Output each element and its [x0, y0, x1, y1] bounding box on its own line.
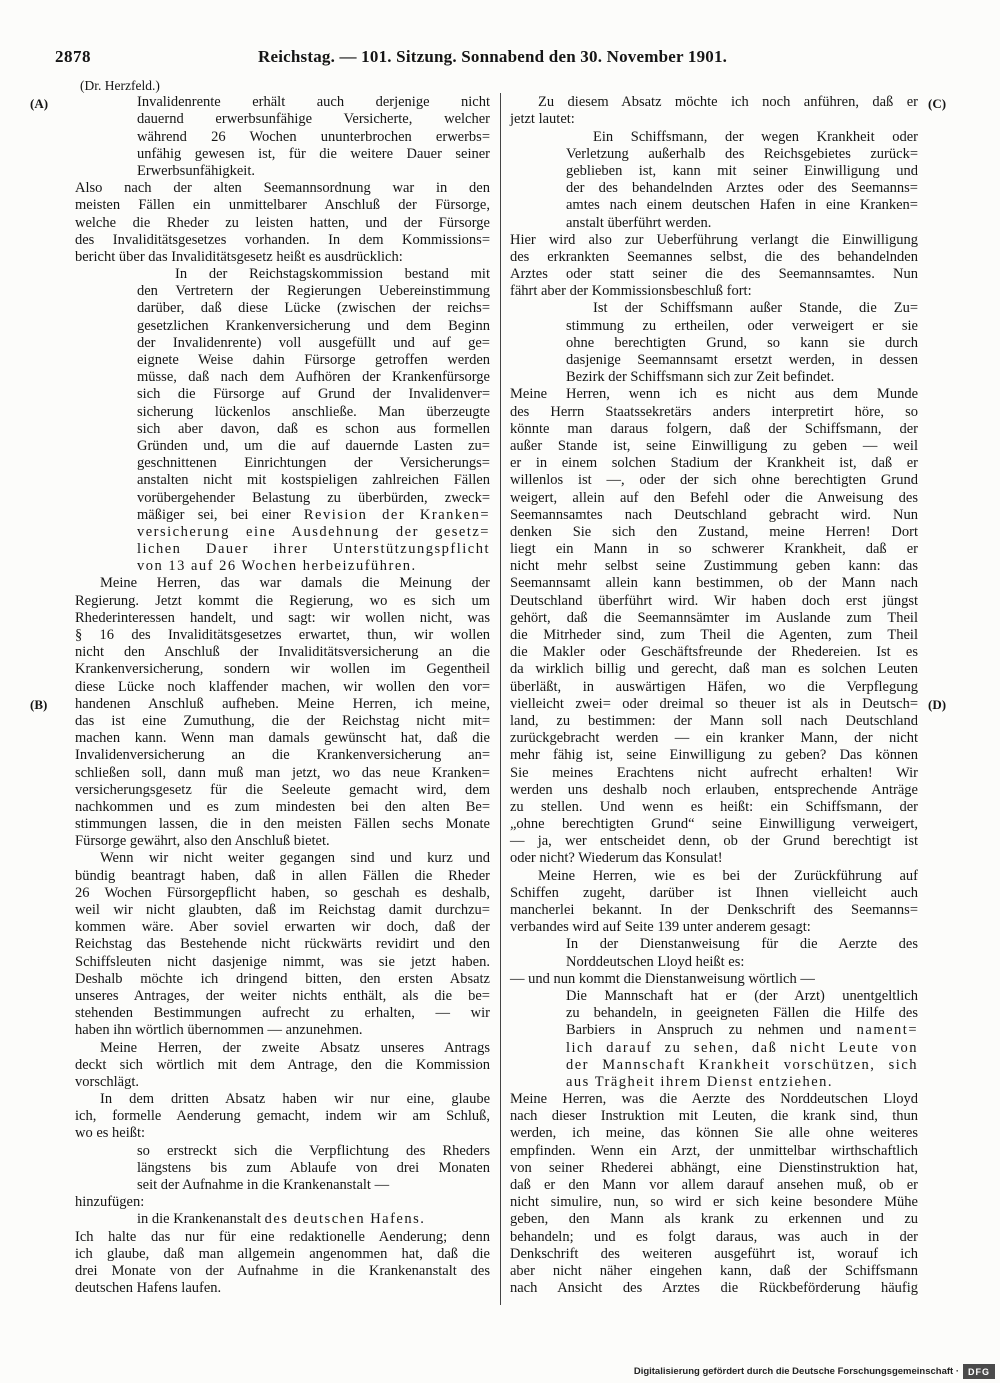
text-line: sicherung lückenlos anschließe. Man überzeugte [137, 403, 490, 420]
text-line: ohne berechtigten Grund, so kann sie durch [566, 334, 918, 351]
text-line: Invalidenrente erhält auch derjenige nicht [137, 94, 490, 111]
text-line: lich darauf zu sehen, daß nicht Leute von [566, 1039, 918, 1056]
text-line: nicht mehr selbst seine Zustimmung geben kann: das [510, 558, 918, 575]
paragraph [510, 232, 918, 301]
text-line: sich aber davon, daß es schon aus formellen [137, 420, 490, 437]
text-line: anstalt überführt werden. [566, 214, 712, 231]
text-line: er in einem solchen Stadium der Krankheit ist, daß er [510, 455, 918, 472]
text-line: Zu diesem Absatz möchte ich noch anführen, daß er [538, 94, 918, 111]
text-segment: nament= [856, 1022, 918, 1039]
margin-marker-d: (D) [928, 697, 947, 712]
paragraph [75, 575, 490, 850]
text-line: Schiffsleuten nicht dasjenige nimmt, was sie jetzt haben. [75, 953, 490, 970]
text-line: der Invalidenrente) voll ausgefüllt und auf ge= [137, 334, 490, 351]
text-line: oder nicht? Wiederum das Konsulat! [510, 850, 723, 867]
text-line: haben ihn wörtlich übernommen — anzunehmen. [75, 1022, 363, 1039]
margin-marker-b: (B) [30, 697, 48, 712]
paragraph [75, 1229, 490, 1298]
column-divider [500, 93, 501, 1305]
text-line: werden, ich meine, das können Sie alle ohne weiteres [510, 1125, 918, 1142]
text-line: könnte man daraus folgern, daß der Schiffsmann, der [510, 420, 918, 437]
text-line: Deutschland überführt wird. Wir haben doch erst jüngst [510, 592, 918, 609]
text-line: hinzufügen: [75, 1194, 145, 1211]
text-line: denken Sie sich den Zustand, meine Herren! Dort [510, 523, 918, 540]
paragraph [510, 971, 918, 988]
text-line: stehenden Bestimmungen aufrecht zu erhalten, — wir [75, 1005, 490, 1022]
text-line: verbandes wird auf Seite 139 unter anderem gesagt: [510, 919, 811, 936]
text-line: mancherlei bekannt. In der Denkschrift des Seemanns= [510, 902, 918, 918]
paragraph [75, 180, 490, 266]
text-line: dauernd erwerbsunfähige Versicherte, welcher [137, 111, 490, 128]
text-line: Seemannsamt allein kann bestimmen, ob der Mann nach [510, 575, 918, 592]
text-line: Meine Herren, das war damals die Meinung der [100, 575, 490, 592]
text-line: deutschen Hafens laufen. [75, 1280, 222, 1297]
text-line: zu behandeln, in geeigneten Fällen die Hilfe des [566, 1005, 918, 1022]
text-line: handenen Anschluß aufheben. Meine Herren, ich meine, [75, 695, 490, 712]
paragraph [510, 868, 918, 937]
text-segment: in die Krankenanstalt [137, 1211, 265, 1228]
text-line: Meine Herren, wie es bei der Zurückführung auf [538, 867, 918, 884]
text-line: empfinden. Wenn ein Arzt, der unmittelbar wirthschaftlich [510, 1142, 918, 1159]
text-line: da wirklich billig und gerecht, daß man es solchen Leuten [510, 661, 918, 678]
text-line: gehört, daß die Seemannsämter im Auslande zum Theil [510, 609, 918, 626]
text-line: längstens bis zum Ablaufe von drei Monaten [137, 1159, 490, 1176]
text-line: Gründen und, um die auf dauernde Lasten zu= [137, 437, 490, 454]
quotation-block [510, 988, 918, 1091]
text-line: nicht simulire, nun, so wird er sich keine besondere Mühe [510, 1194, 918, 1211]
text-line: — ja, wer entscheidet denn, ob der Grund berechtigt ist [510, 833, 918, 850]
text-line [75, 507, 490, 524]
text-line: so erstreckt sich die Verpflichtung des Rheders [137, 1142, 490, 1159]
text-line: vorübergehender Belastung zu überbürden, zweck= [137, 489, 490, 506]
text-line: drei Monate von der Aufnahme in die Krankenanstalt des [75, 1262, 490, 1279]
text-line: Meine Herren, der zweite Absatz unseres Antrags [100, 1039, 490, 1056]
text-line: nicht den Anschluß der Invaliditätsversicherung an die [75, 644, 490, 661]
text-line: meisten Fällen ein unmittelbarer Anschluß der Fürsorge, [75, 197, 490, 214]
text-line: vorschlägt. [75, 1073, 140, 1090]
text-line: nach dieser Instruktion mit Leuten, die krank sind, thun [510, 1108, 918, 1125]
text-line: daß er den Mann vor allem darauf ansehen muß, ob er [510, 1177, 918, 1193]
text-line: Arztes oder statt seiner die des Seemannsamtes. Nun [510, 266, 918, 283]
running-title: Reichstag. — 101. Sitzung. Sonnabend den 30. November 1901. [258, 47, 728, 66]
paragraph [75, 1040, 490, 1092]
text-line: liegt ein Mann in so schwerer Krankheit, daß er [510, 541, 918, 558]
text-line: Meine Herren, wenn ich es nicht aus dem Munde [510, 386, 918, 403]
text-line: den Vertretern der Regierungen Uebereinstimmung [137, 283, 490, 300]
text-line: versicherung eine Ausdehnung der gesetz= [137, 523, 490, 540]
text-line: des Invaliditätsgesetzes vorhanden. In dem Kommissions= [75, 231, 490, 248]
text-line: dasjenige Seemannsamt ersetzt werden, in dessen [566, 352, 918, 368]
text-line: das ist eine Zumuthung, die der Reichstag nicht mit= [75, 712, 490, 729]
text-line: müsse, daß nach dem Aufhören der Krankenfürsorge [137, 369, 490, 386]
text-line: Meine Herren, was die Aerzte des Norddeutschen Lloyd [510, 1091, 918, 1108]
paragraph [75, 1091, 490, 1143]
text-line: lichen Dauer ihrer Unterstützungspflicht [137, 541, 490, 558]
text-line: überläßt, in auswärtigen Häfen, wo die Verpflegung [510, 678, 918, 695]
text-line: kommen wäre. Aber soviel erwarten wir doch, daß der [75, 919, 490, 936]
left-column [75, 77, 490, 1297]
text-line: des erkrankten Seemannes selbst, die des behandelnden [510, 248, 918, 265]
paragraph [75, 850, 490, 1039]
text-line [510, 1022, 918, 1039]
quotation-block [510, 936, 918, 970]
text-line: § 16 des Invaliditätsgesetzes erwartet, thun, wir wollen [75, 627, 490, 643]
text-line: aber nicht näher eingehen kann, daß der Schiffsmann [510, 1262, 918, 1279]
text-line: Bezirk der Schiffsmann sich zur Zeit befindet. [566, 369, 835, 386]
text-line: Wenn wir nicht weiter gegangen sind und kurz und [100, 850, 490, 867]
text-line: Ein Schiffsmann, der wegen Krankheit oder [593, 128, 918, 145]
text-line: welche die Rheder zu leisten hatten, und der Fürsorge [75, 214, 490, 231]
text-line: stimmungen lassen, die in den meisten Fällen sechs Monate [75, 816, 490, 833]
text-line: wo es heißt: [75, 1125, 146, 1142]
text-line: aus Trägheit ihrem Dienst entziehen. [566, 1073, 834, 1090]
text-line: In dem dritten Absatz haben wir nur eine, glaube [100, 1091, 490, 1108]
text-line: Norddeutschen Lloyd heißt es: [566, 953, 745, 970]
paragraph [510, 94, 918, 128]
text-line: weil wir nicht glaubten, daß im Reichstag damit durchzu= [75, 902, 490, 918]
right-column [510, 77, 918, 1297]
text-line: Deshalb möchte ich dringend bitten, den ersten Absatz [75, 970, 490, 987]
text-line: seit der Aufnahme in die Krankenanstalt — [137, 1177, 390, 1193]
text-line: die Mitrheder sind, zum Theil die Agenten, zum Theil [510, 627, 918, 643]
text-line: deckt sich wörtlich mit dem Antrage, den die Kommission [75, 1056, 490, 1073]
text-line: „ohne berechtigten Grund“ seine Einwilligung verweigert, [510, 816, 918, 833]
text-line: Fürsorge gewährt, also den Anschluß bietet. [75, 833, 330, 850]
quotation-block [75, 266, 490, 575]
text-line: vielleicht zwei= oder dreimal so theuer ist als in Deutsch= [510, 695, 918, 712]
margin-marker-a: (A) [30, 96, 49, 111]
text-line: der des behandelnden Arztes oder des Seemanns= [566, 180, 918, 197]
text-line: Die Mannschaft hat er (der Arzt) unentgeltlich [566, 987, 918, 1004]
text-line: nach Ansicht des Arztes die Rückbeförderung häufig [510, 1280, 918, 1297]
text-line: werden uns deshalb noch erlauben, entsprechende Anträge [510, 781, 918, 798]
text-line: Invalidenversicherung an die Krankenversicherung an= [75, 747, 490, 764]
text-line: eignete Weise dahin Fürsorge getroffen werden [137, 352, 490, 368]
text-line: ich glaube, daß man allgemein angenommen hat, daß die [75, 1245, 490, 1262]
text-line: geschnittenen Einrichtungen der Versicherungs= [137, 455, 490, 472]
text-line: machen kann. Wenn man damals gewünscht hat, daß die [75, 730, 490, 747]
text-line: Also nach der alten Seemannsordnung war in den [75, 180, 490, 197]
text-line: gesetzlichen Krankenversicherung und dem Beginn [137, 317, 490, 334]
text-line: diese Lücke noch klaffender machen, wir wollen den vor= [75, 678, 490, 695]
text-line: die Makler oder Geschäftsfreunde der Rhedereien. Ist es [510, 644, 918, 661]
text-line: weigert, allein auf den Befehl oder die Anweisung des [510, 489, 918, 506]
text-line: Schiffen zugeht, darüber ist Ihnen vielleicht auch [510, 884, 918, 901]
text-line: Verletzung außerhalb des Reichsgebietes zurück= [566, 145, 918, 162]
quotation-block [510, 129, 918, 232]
text-line: unfähig gewesen ist, für die weitere Dauer seiner [137, 145, 490, 162]
text-line: während 26 Wochen ununterbrochen erwerbs= [137, 128, 490, 145]
text-line: fährt aber der Kommissionsbeschluß fort: [510, 283, 752, 300]
dfg-logo: DFG [963, 1364, 995, 1379]
text-line: Seemannsamtes nach Deutschland gebracht wird. Nun [510, 506, 918, 523]
quotation-block [75, 1211, 490, 1228]
text-line: mehr fähig ist, seine Einwilligung zu geben? Das können [510, 747, 918, 764]
quotation-block [510, 300, 918, 386]
text-line: ich, formelle Aenderung gemacht, indem wir am Schluß, [75, 1108, 490, 1125]
text-line: von 13 auf 26 Wochen herbeizuführen. [137, 558, 417, 575]
text-line: Denkschrift des weiteren ausgeführt ist, worauf ich [510, 1245, 918, 1262]
text-line: willenlos ist —, oder der sich ohne berechtigten Grund [510, 472, 918, 489]
text-line: land, zu bestimmen: der Mann soll nach Deutschland [510, 712, 918, 729]
text-line: Regierung. Jetzt kommt die Regierung, wo es sich um [75, 592, 490, 609]
text-line: unseres Antrages, der weiter nichts enthält, als die be= [75, 987, 490, 1004]
text-line: bündig beantragt haben, daß in allen Fällen die Rheder [75, 867, 490, 884]
text-line: versicherungsgesetz für die Seeleute gemacht wird, dem [75, 781, 490, 798]
column-spacer [510, 77, 918, 94]
text-line: In der Reichstagskommission bestand mit [175, 266, 490, 283]
text-segment: Barbiers in Anspruch zu nehmen und [566, 1022, 857, 1039]
text-line: von seiner Rhederei abhängt, eine Dienstinstruktion hat, [510, 1159, 918, 1176]
quotation-block [75, 94, 490, 180]
text-line: geblieben ist, kann mit seiner Einwilligung und [566, 162, 918, 179]
text-line: Ist der Schiffsmann außer Stande, die Zu= [593, 300, 918, 317]
paragraph [510, 1091, 918, 1297]
text-line: bericht über das Invaliditätsgesetz heißt es ausdrücklich: [75, 248, 403, 265]
text-segment: Revision der Kranken= [303, 506, 491, 523]
text-line: des Herrn Staatssekretärs anders interpretirt höre, so [510, 403, 918, 420]
paragraph [75, 1194, 490, 1211]
page-number: 2878 [55, 47, 91, 66]
text-line: sich die Fürsorge auf Grund der Invalidenver= [137, 386, 490, 403]
text-line: Sie meines Erachtens nicht aufrecht erhalten! Wir [510, 764, 918, 781]
text-line: zu stellen. Und wenn es heißt: ein Schiffsmann, der [510, 798, 918, 815]
text-line: zurückgebracht werden — ein kranker Mann, der nicht [510, 730, 918, 747]
digitization-credit [634, 1364, 995, 1379]
text-segment: des deutschen Hafens. [264, 1211, 426, 1228]
text-segment: mäßiger sei, bei einer [137, 506, 304, 523]
speaker-note: (Dr. Herzfeld.) [80, 78, 160, 93]
credit-text: Digitalisierung gefördert durch die Deutsche Forschungsgemeinschaft · [633, 1366, 959, 1377]
text-line: behandeln; und es folgt daraus, was auch in der [510, 1228, 918, 1245]
text-line: anstalten nicht mit kostspieligen zahlreichen Fällen [137, 472, 490, 489]
text-line: der Mannschaft Krankheit vorschützen, sich [566, 1056, 918, 1073]
text-line: Reichstag das Bestehende nicht rückwärts revidirt und den [75, 936, 490, 953]
text-line: Hier wird also zur Ueberführung verlangt die Einwilligung [510, 231, 918, 248]
text-line [75, 1211, 490, 1228]
quotation-block [75, 1143, 490, 1195]
text-line: darüber, daß diese Lücke (zwischen der reichs= [137, 300, 490, 317]
text-line: In der Dienstanweisung für die Aerzte des [566, 936, 918, 953]
text-line: geben, den Mann als krank zu erkennen und zu [510, 1211, 918, 1228]
text-line: amtes nach einem deutschen Hafen in eine Kranken= [566, 197, 918, 214]
text-line: — und nun kommt die Dienstanweisung wörtlich — [510, 970, 815, 987]
text-line: stimmung zu ertheilen, oder verweigert er sie [566, 317, 918, 334]
margin-marker-c: (C) [928, 96, 947, 111]
text-line: schließen soll, dann muß man jetzt, wo das neue Kranken= [75, 764, 490, 781]
text-line: außer Stande ist, seine Einwilligung zu geben — weil [510, 437, 918, 454]
text-line: Rhederinteressen handelt, und sagt: wir wollen nicht, was [75, 609, 490, 626]
text-line: Krankenversicherung, sondern wir wollen im Gegentheil [75, 661, 490, 678]
paragraph [510, 386, 918, 867]
text-line: jetzt lautet: [510, 111, 575, 128]
text-line: Erwerbsunfähigkeit. [137, 162, 255, 179]
text-line: nachkommen und es zum mindesten bei den alten Be= [75, 798, 490, 815]
text-line: Ich halte das nur für eine redaktionelle Aenderung; denn [75, 1228, 490, 1245]
text-line: 26 Wochen Fürsorgepflicht haben, so geschah es deshalb, [75, 884, 490, 901]
